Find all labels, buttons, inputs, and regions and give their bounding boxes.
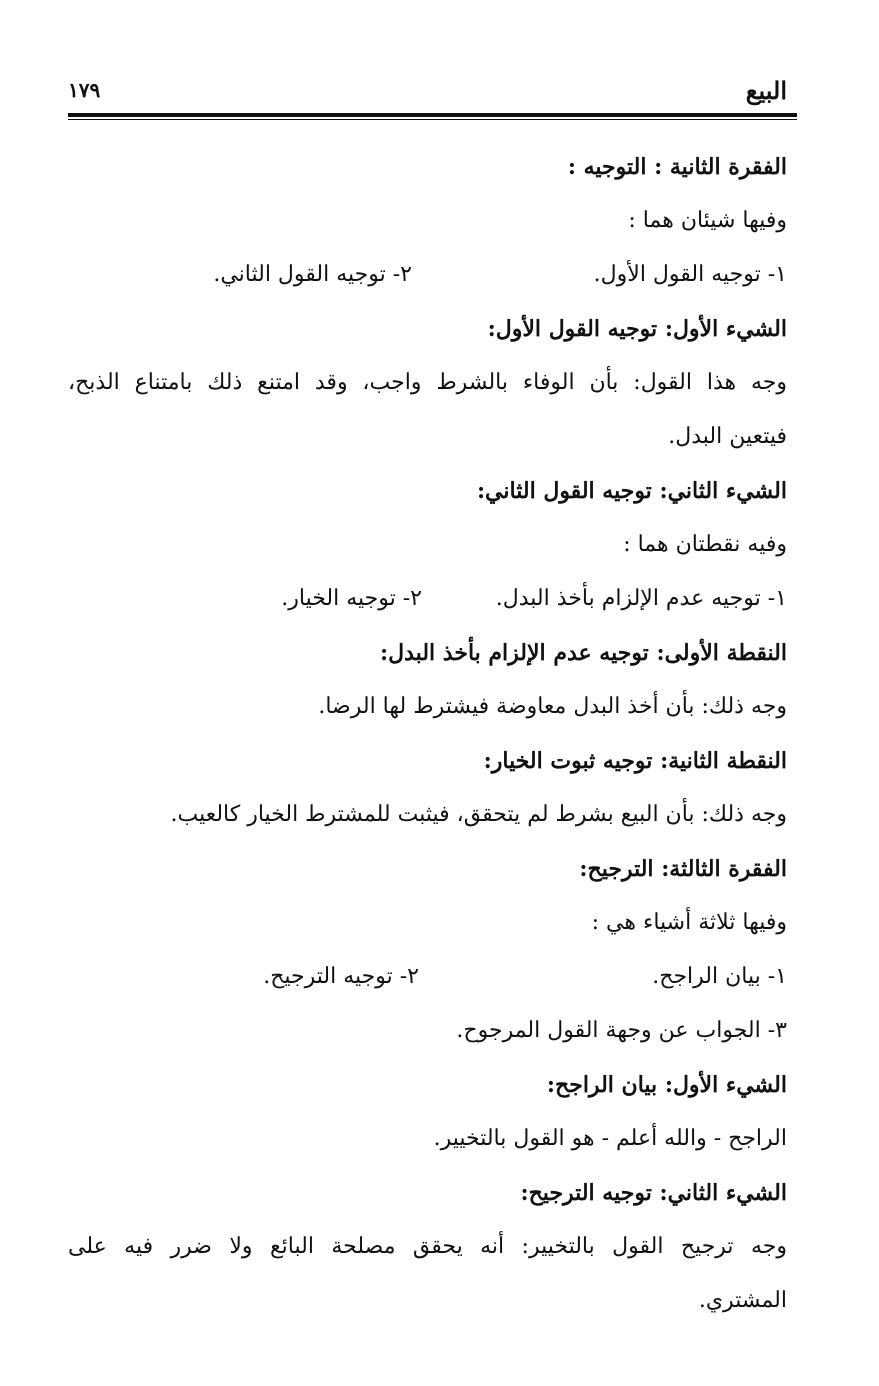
subsection-heading: الشيء الثاني: توجيه القول الثاني: [476,478,787,504]
page-number: ١٧٩ [68,78,101,102]
paragraph-line: الراجح - والله أعلم - هو القول بالتخيير. [433,1126,787,1151]
paragraph-line: فيتعين البدل. [668,424,787,449]
subsection-heading: الشيء الأول: توجيه القول الأول: [487,316,787,342]
list-item: ١- توجيه عدم الإلزام بأخذ البدل. [495,586,787,611]
page-header [68,72,787,110]
paragraph-line: وفيها شيئان هما : [628,208,787,233]
enumerated-pair [68,950,787,1004]
list-item: ١- بيان الراجح. [652,964,787,989]
enumerated-pair [68,572,787,626]
point-heading: النقطة الثانية: توجيه ثبوت الخيار: [483,748,787,774]
subsection-heading: الشيء الثاني: توجيه الترجيح: [520,1180,787,1206]
list-item: ٣- الجواب عن وجهة القول المرجوح. [456,1018,787,1043]
page-body [68,140,787,1328]
list-item: ٢- توجيه الترجيح. [263,964,419,989]
section-heading: الفقرة الثالثة: الترجيح: [579,856,787,882]
subsection-heading: الشيء الأول: بيان الراجح: [546,1072,787,1098]
paragraph-line: وجه ذلك: بأن أخذ البدل معاوضة فيشترط لها الرضا. [318,694,787,719]
paragraph-line: وجه هذا القول: بأن الوفاء بالشرط واجب، وقد امتنع ذلك بامتناع الذبح، [68,370,787,395]
point-heading: النقطة الأولى: توجيه عدم الإلزام بأخذ البدل: [380,640,787,666]
paragraph-line: المشتري. [698,1288,787,1313]
section-heading: الفقرة الثانية : التوجيه : [567,154,787,180]
paragraph-line: وجه ترجيح القول بالتخيير: أنه يحقق مصلحة البائع ولا ضرر فيه على [68,1234,787,1259]
paragraph-line: وفيه نقطتان هما : [623,532,787,557]
paragraph-line: وجه ذلك: بأن البيع بشرط لم يتحقق، فيثبت للمشترط الخيار كالعيب. [170,802,787,827]
enumerated-pair [68,248,787,302]
paragraph-line: وفيها ثلاثة أشياء هي : [591,910,787,935]
running-title: البيع [745,76,787,105]
list-item: ١- توجيه القول الأول. [593,262,787,287]
header-rule-thick [68,113,797,117]
header-rule-thin [68,119,797,120]
list-item: ٢- توجيه القول الثاني. [213,262,412,287]
list-item: ٢- توجيه الخيار. [281,586,422,611]
